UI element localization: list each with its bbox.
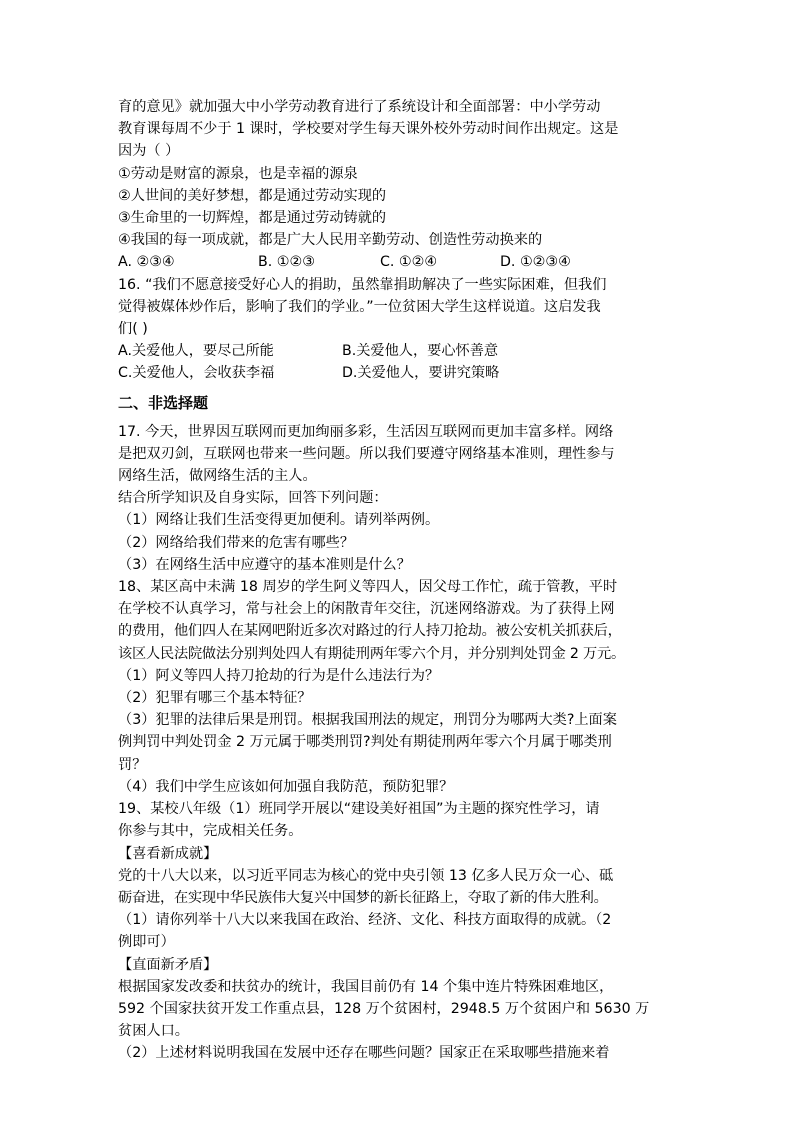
q15-option-a: A. ②③④: [118, 254, 175, 271]
q15-line: 因为（ ）: [118, 143, 180, 160]
q15-option-c: C. ①②④: [380, 254, 438, 271]
q17-line: 17. 今天，世界因互联网而更加绚丽多彩，生活因互联网而更加丰富多样。网络: [118, 423, 614, 440]
q15-statement-1: ①劳动是财富的源泉，也是幸福的源泉: [118, 165, 358, 182]
q19-line: 砺奋进，在实现中华民族伟大复兴中国梦的新长征路上，夺取了新的伟大胜利。: [118, 889, 608, 906]
exam-page: [118, 96, 678, 1065]
q19-line: 贫困人口。: [118, 1023, 189, 1040]
q18-sub-1: （1）阿义等四人持刀抢劫的行为是什么违法行为？: [118, 667, 440, 684]
q16-option-c: C.关爱他人，会收获李福: [118, 365, 275, 382]
q18-sub-2: （2）犯罪有哪三个基本特征？: [118, 690, 312, 707]
question-15: [118, 96, 678, 274]
question-17: [118, 421, 678, 576]
q18-line: 18、某区高中未满 18 周岁的学生阿义等四人，因父母工作忙，疏于管教，平时: [118, 579, 618, 596]
q15-option-d: D. ①②③④: [500, 254, 571, 271]
q18-sub-3-cont: 罚？: [118, 756, 147, 773]
q19-line: 根据国家发改委和扶贫办的统计，我国目前仍有 14 个集中连片特殊困难地区，: [118, 978, 614, 995]
q19-sub-1: （1）请你列举十八大以来我国在政治、经济、文化、科技方面取得的成就。（2: [118, 912, 612, 929]
q19-line: 592 个国家扶贫开发工作重点县，128 万个贫困村，2948.5 万个贫困户和 5630 万: [118, 1000, 650, 1017]
q18-sub-4: （4）我们中学生应该如何加强自我防范，预防犯罪？: [118, 778, 454, 795]
q16-options-row-2: [118, 362, 678, 384]
q15-line: 教育课每周不少于 1 课时，学校要对学生每天课外校外劳动时间作出规定。这是: [118, 121, 619, 138]
q15-line: 育的意见》就加强大中小学劳动教育进行了系统设计和全面部署：中小学劳动: [118, 99, 601, 115]
q16-line: 们( ): [118, 321, 148, 338]
q18-sub-3: （3）犯罪的法律后果是刑罚。根据我国刑法的规定，刑罚分为哪两大类?上面案: [118, 712, 617, 729]
question-16: [118, 274, 678, 385]
q18-line: 该区人民法院做法分别判处四人有期徒刑两年零六个月，并分别判处罚金 2 万元。: [118, 645, 626, 662]
q16-line: 16. “我们不愿意接受好心人的捐助，虽然靠捐助解决了一些实际困难，但我们: [118, 276, 607, 293]
q18-sub-3-cont: 例判罚中判处罚金 2 万元属于哪类刑罚?判处有期徒刑两年零六个月属于哪类刑: [118, 734, 612, 751]
q15-statement-4: ④我国的每一项成就，都是广大人民用辛勤劳动、创造性劳动换来的: [118, 232, 543, 249]
q17-sub-1: （1）网络让我们生活变得更加便利。请列举两例。: [118, 512, 440, 529]
q15-options: [118, 251, 678, 273]
question-19: [118, 798, 678, 1064]
q19-sub-2: （2）上述材料说明我国在发展中还存在哪些问题？国家正在采取哪些措施来着: [118, 1045, 610, 1062]
q19-subheading-contradictions: 【直面新矛盾】: [118, 956, 218, 973]
q16-option-b: B.关爱他人，要心怀善意: [342, 343, 499, 360]
q16-line: 觉得被媒体炒作后，影响了我们的学业。”一位贫困大学生这样说道。这启发我: [118, 298, 601, 315]
q18-line: 在学校不认真学习，常与社会上的闲散青年交往，沉迷网络游戏。为了获得上网: [118, 601, 615, 618]
q16-options-row-1: [118, 340, 678, 362]
q17-sub-2: （2）网络给我们带来的危害有哪些？: [118, 534, 355, 551]
q19-subheading-achievements: 【喜看新成就】: [118, 845, 218, 862]
q16-option-a: A.关爱他人，要尽己所能: [118, 343, 274, 360]
q15-statement-3: ③生命里的一切辉煌，都是通过劳动铸就的: [118, 210, 387, 227]
q17-line: 网络生活，做网络生活的主人。: [118, 468, 317, 485]
q16-option-d: D.关爱他人，要讲究策略: [342, 365, 500, 382]
q17-line: 结合所学知识及自身实际，回答下列问题：: [118, 490, 388, 507]
q19-line: 19、某校八年级（1）班同学开展以“建设美好祖国”为主题的探究性学习，请: [118, 801, 600, 818]
q15-statement-2: ②人世间的美好梦想，都是通过劳动实现的: [118, 187, 387, 204]
q17-sub-3: （3）在网络生活中应遵守的基本准则是什么？: [118, 556, 411, 573]
question-18: [118, 576, 678, 798]
section-heading-non-choice: 二、非选择题: [118, 393, 209, 412]
q19-line: 党的十八大以来，以习近平同志为核心的党中央引领 13 亿多人民万众一心、砥: [118, 867, 614, 884]
q18-line: 的费用，他们四人在某网吧附近多次对路过的行人持刀抢劫。被公安机关抓获后，: [118, 623, 622, 640]
q15-option-b: B. ①②③: [258, 254, 315, 271]
q19-line: 你参与其中，完成相关任务。: [118, 823, 303, 840]
q19-sub-1-cont: 例即可）: [118, 934, 175, 951]
q17-line: 是把双刃剑，互联网也带来一些问题。所以我们要遵守网络基本准则，理性参与: [118, 445, 615, 462]
